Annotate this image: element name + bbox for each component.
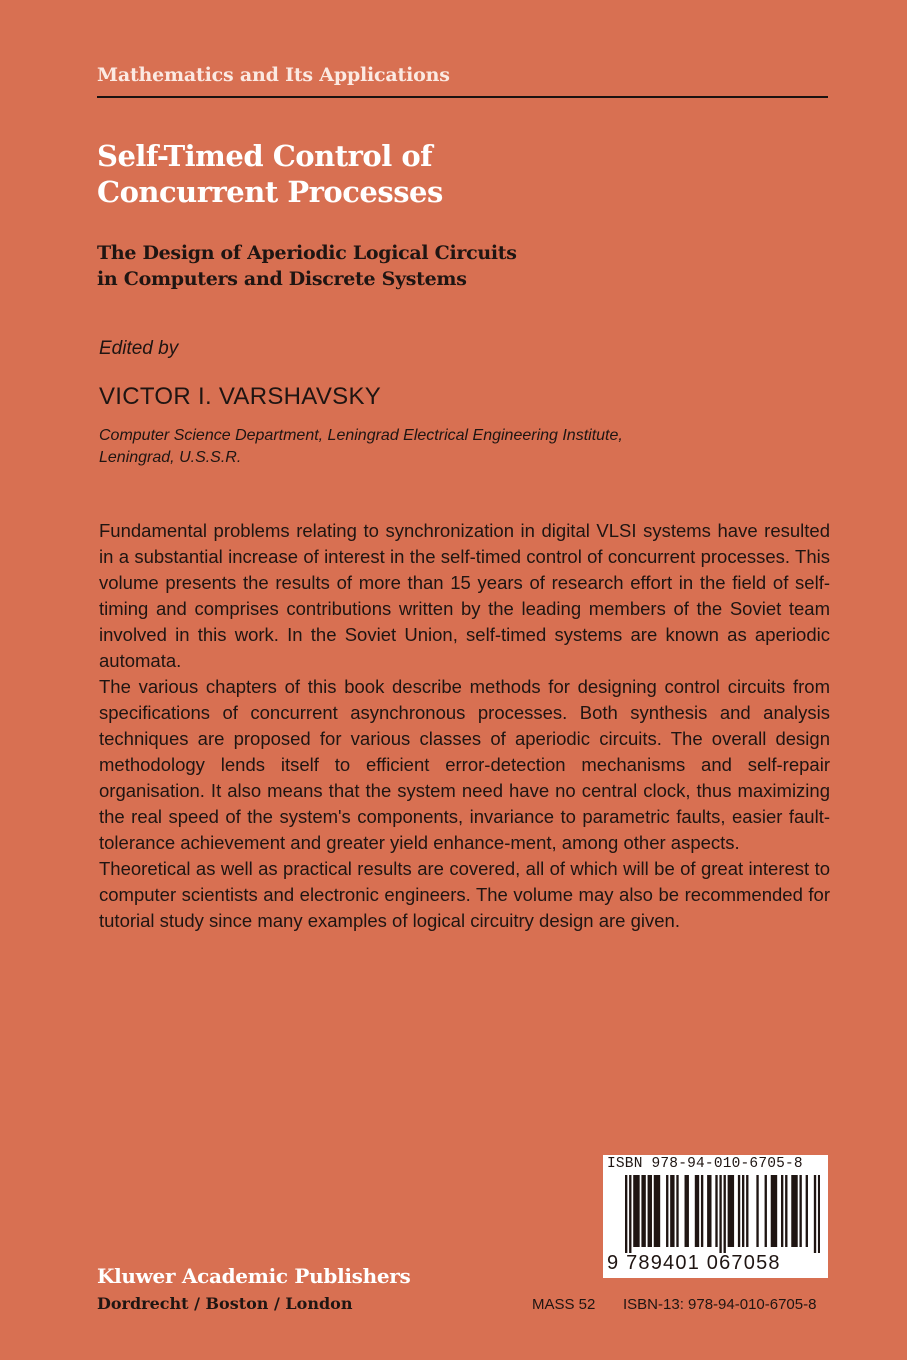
barcode-bar <box>765 1175 767 1247</box>
description-paragraph: The various chapters of this book describe methods for designing control circuits from specifications of concurrent asynchronous processes. Both synthesis and analysis techniques are proposed for various classes of aperiodic circuits. The overall design methodology lends itself to efficient error-detection mechanisms and self-repair organisation. It also means that the system need have no central clock, thus maximizing the real speed of the system's components, invariance to parametric faults, easier fault-tolerance achievement and greater yield enhance-ment, among other aspects. <box>99 676 830 853</box>
barcode-bar <box>654 1175 656 1247</box>
barcode-bar <box>773 1175 775 1247</box>
book-subtitle-line-1: The Design of Aperiodic Logical Circuits <box>97 242 517 264</box>
barcode-bar <box>791 1175 793 1247</box>
barcode-bar <box>730 1175 732 1247</box>
barcode-bar <box>724 1175 726 1253</box>
series-name: Mathematics and Its Applications <box>97 64 450 86</box>
affiliation-line-1: Computer Science Department, Leningrad Electrical Engineering Institute, <box>99 427 623 444</box>
book-subtitle <box>97 240 517 292</box>
barcode-bar <box>648 1175 650 1247</box>
barcode-bar <box>633 1175 635 1247</box>
barcode-bar <box>672 1175 674 1247</box>
barcode-bar <box>625 1175 627 1253</box>
series-code: MASS 52 <box>532 1296 596 1313</box>
barcode-bar <box>814 1175 816 1253</box>
barcode-bar <box>658 1175 660 1247</box>
barcode-bar <box>643 1175 645 1247</box>
barcode-bar <box>746 1175 748 1247</box>
barcode-bar <box>635 1175 637 1247</box>
barcode-bar <box>637 1175 639 1247</box>
barcode-digits: 9 789401 067058 <box>607 1252 781 1274</box>
description-paragraph: Theoretical as well as practical results are covered, all of which will be of great interest to computer scientists and electronic engineers. The volume may also be recommended for tutorial study since many examples of logical circuitry design are given. <box>99 858 830 931</box>
description-paragraph: Fundamental problems relating to synchronization in digital VLSI systems have resulted in a substantial increase of interest in the self-timed control of concurrent processes. This volume presents the results of more than 15 years of research effort in the field of self-timing and comprises contributions written by the leading members of the Soviet team involved in this work. In the Soviet Union, self-timed systems are known as aperiodic automata. <box>99 520 830 671</box>
barcode-bar <box>818 1175 820 1253</box>
book-description <box>99 518 830 934</box>
editor-name: VICTOR I. VARSHAVSKY <box>99 383 382 410</box>
barcode-bar <box>799 1175 801 1247</box>
barcode-bar <box>732 1175 734 1247</box>
barcode-bar <box>715 1175 717 1247</box>
barcode-bar <box>793 1175 795 1247</box>
barcode-bar <box>676 1175 678 1247</box>
barcode-bar <box>697 1175 699 1247</box>
barcode-bar <box>742 1175 744 1247</box>
editor-affiliation <box>99 425 623 469</box>
affiliation-line-2: Leningrad, U.S.S.R. <box>99 449 242 466</box>
barcode-bar <box>695 1175 697 1247</box>
barcode-bar <box>685 1175 687 1247</box>
barcode-bar <box>795 1175 797 1247</box>
barcode-bar <box>756 1175 758 1247</box>
book-title <box>97 138 443 210</box>
barcode-bar <box>666 1175 668 1247</box>
barcode-bar <box>785 1175 787 1247</box>
barcode-bars <box>625 1175 820 1253</box>
barcode-bar <box>806 1175 808 1247</box>
barcode-bar <box>629 1175 631 1253</box>
barcode-bar <box>670 1175 672 1247</box>
barcode-bar <box>781 1175 783 1247</box>
barcode-bar <box>687 1175 689 1247</box>
isbn-barcode <box>603 1155 828 1278</box>
barcode-bar <box>701 1175 703 1247</box>
barcode-bar <box>738 1175 740 1247</box>
header-rule <box>97 96 828 98</box>
barcode-bar <box>709 1175 711 1247</box>
book-title-line-1: Self-Timed Control of <box>97 139 433 173</box>
barcode-bar <box>719 1175 721 1253</box>
barcode-isbn-label: ISBN 978-94-010-6705-8 <box>607 1156 803 1172</box>
barcode-bar <box>641 1175 643 1247</box>
barcode-bar <box>728 1175 730 1247</box>
barcode-bar <box>771 1175 773 1247</box>
barcode-bar <box>775 1175 777 1247</box>
barcode-bar <box>656 1175 658 1247</box>
edited-by-label: Edited by <box>99 338 179 359</box>
publisher-cities: Dordrecht / Boston / London <box>97 1294 353 1313</box>
book-subtitle-line-2: in Computers and Discrete Systems <box>97 268 467 290</box>
isbn13-text: ISBN-13: 978-94-010-6705-8 <box>623 1296 817 1313</box>
book-title-line-2: Concurrent Processes <box>97 175 443 209</box>
publisher-name: Kluwer Academic Publishers <box>97 1264 411 1288</box>
barcode-bar <box>650 1175 652 1247</box>
barcode-bar <box>707 1175 709 1247</box>
